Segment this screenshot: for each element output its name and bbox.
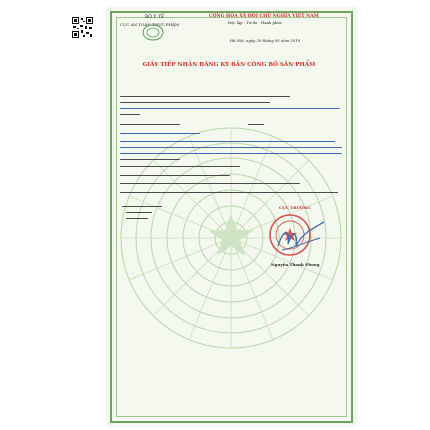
- document-title: GIẤY TIẾP NHẬN ĐĂNG KÝ BẢN CÔNG BỐ SẢN PHẨM: [142, 62, 316, 68]
- national-motto: Độc lập - Tự do - Hạnh phúc: [228, 20, 283, 25]
- qr-code: [71, 16, 94, 39]
- ministry-label: BỘ Y TẾ: [145, 15, 165, 20]
- country-name: CỘNG HÒA XÃ HỘI CHỦ NGHĨA VIỆT NAM: [209, 14, 319, 19]
- signatory-name: Nguyễn Thanh Phong: [271, 262, 320, 267]
- agency-label: CỤC AN TOÀN THỰC PHẨM: [120, 22, 180, 27]
- drum-watermark-icon: [107, 8, 356, 426]
- agency-seal-icon: [141, 24, 165, 41]
- certificate-paper: [107, 8, 356, 426]
- signatory-title: CỤC TRƯỞNG: [279, 205, 311, 210]
- handwritten-signature-icon: [270, 218, 330, 258]
- issue-date: Hà Nội, ngày 29 tháng 05 năm 2019: [230, 38, 301, 43]
